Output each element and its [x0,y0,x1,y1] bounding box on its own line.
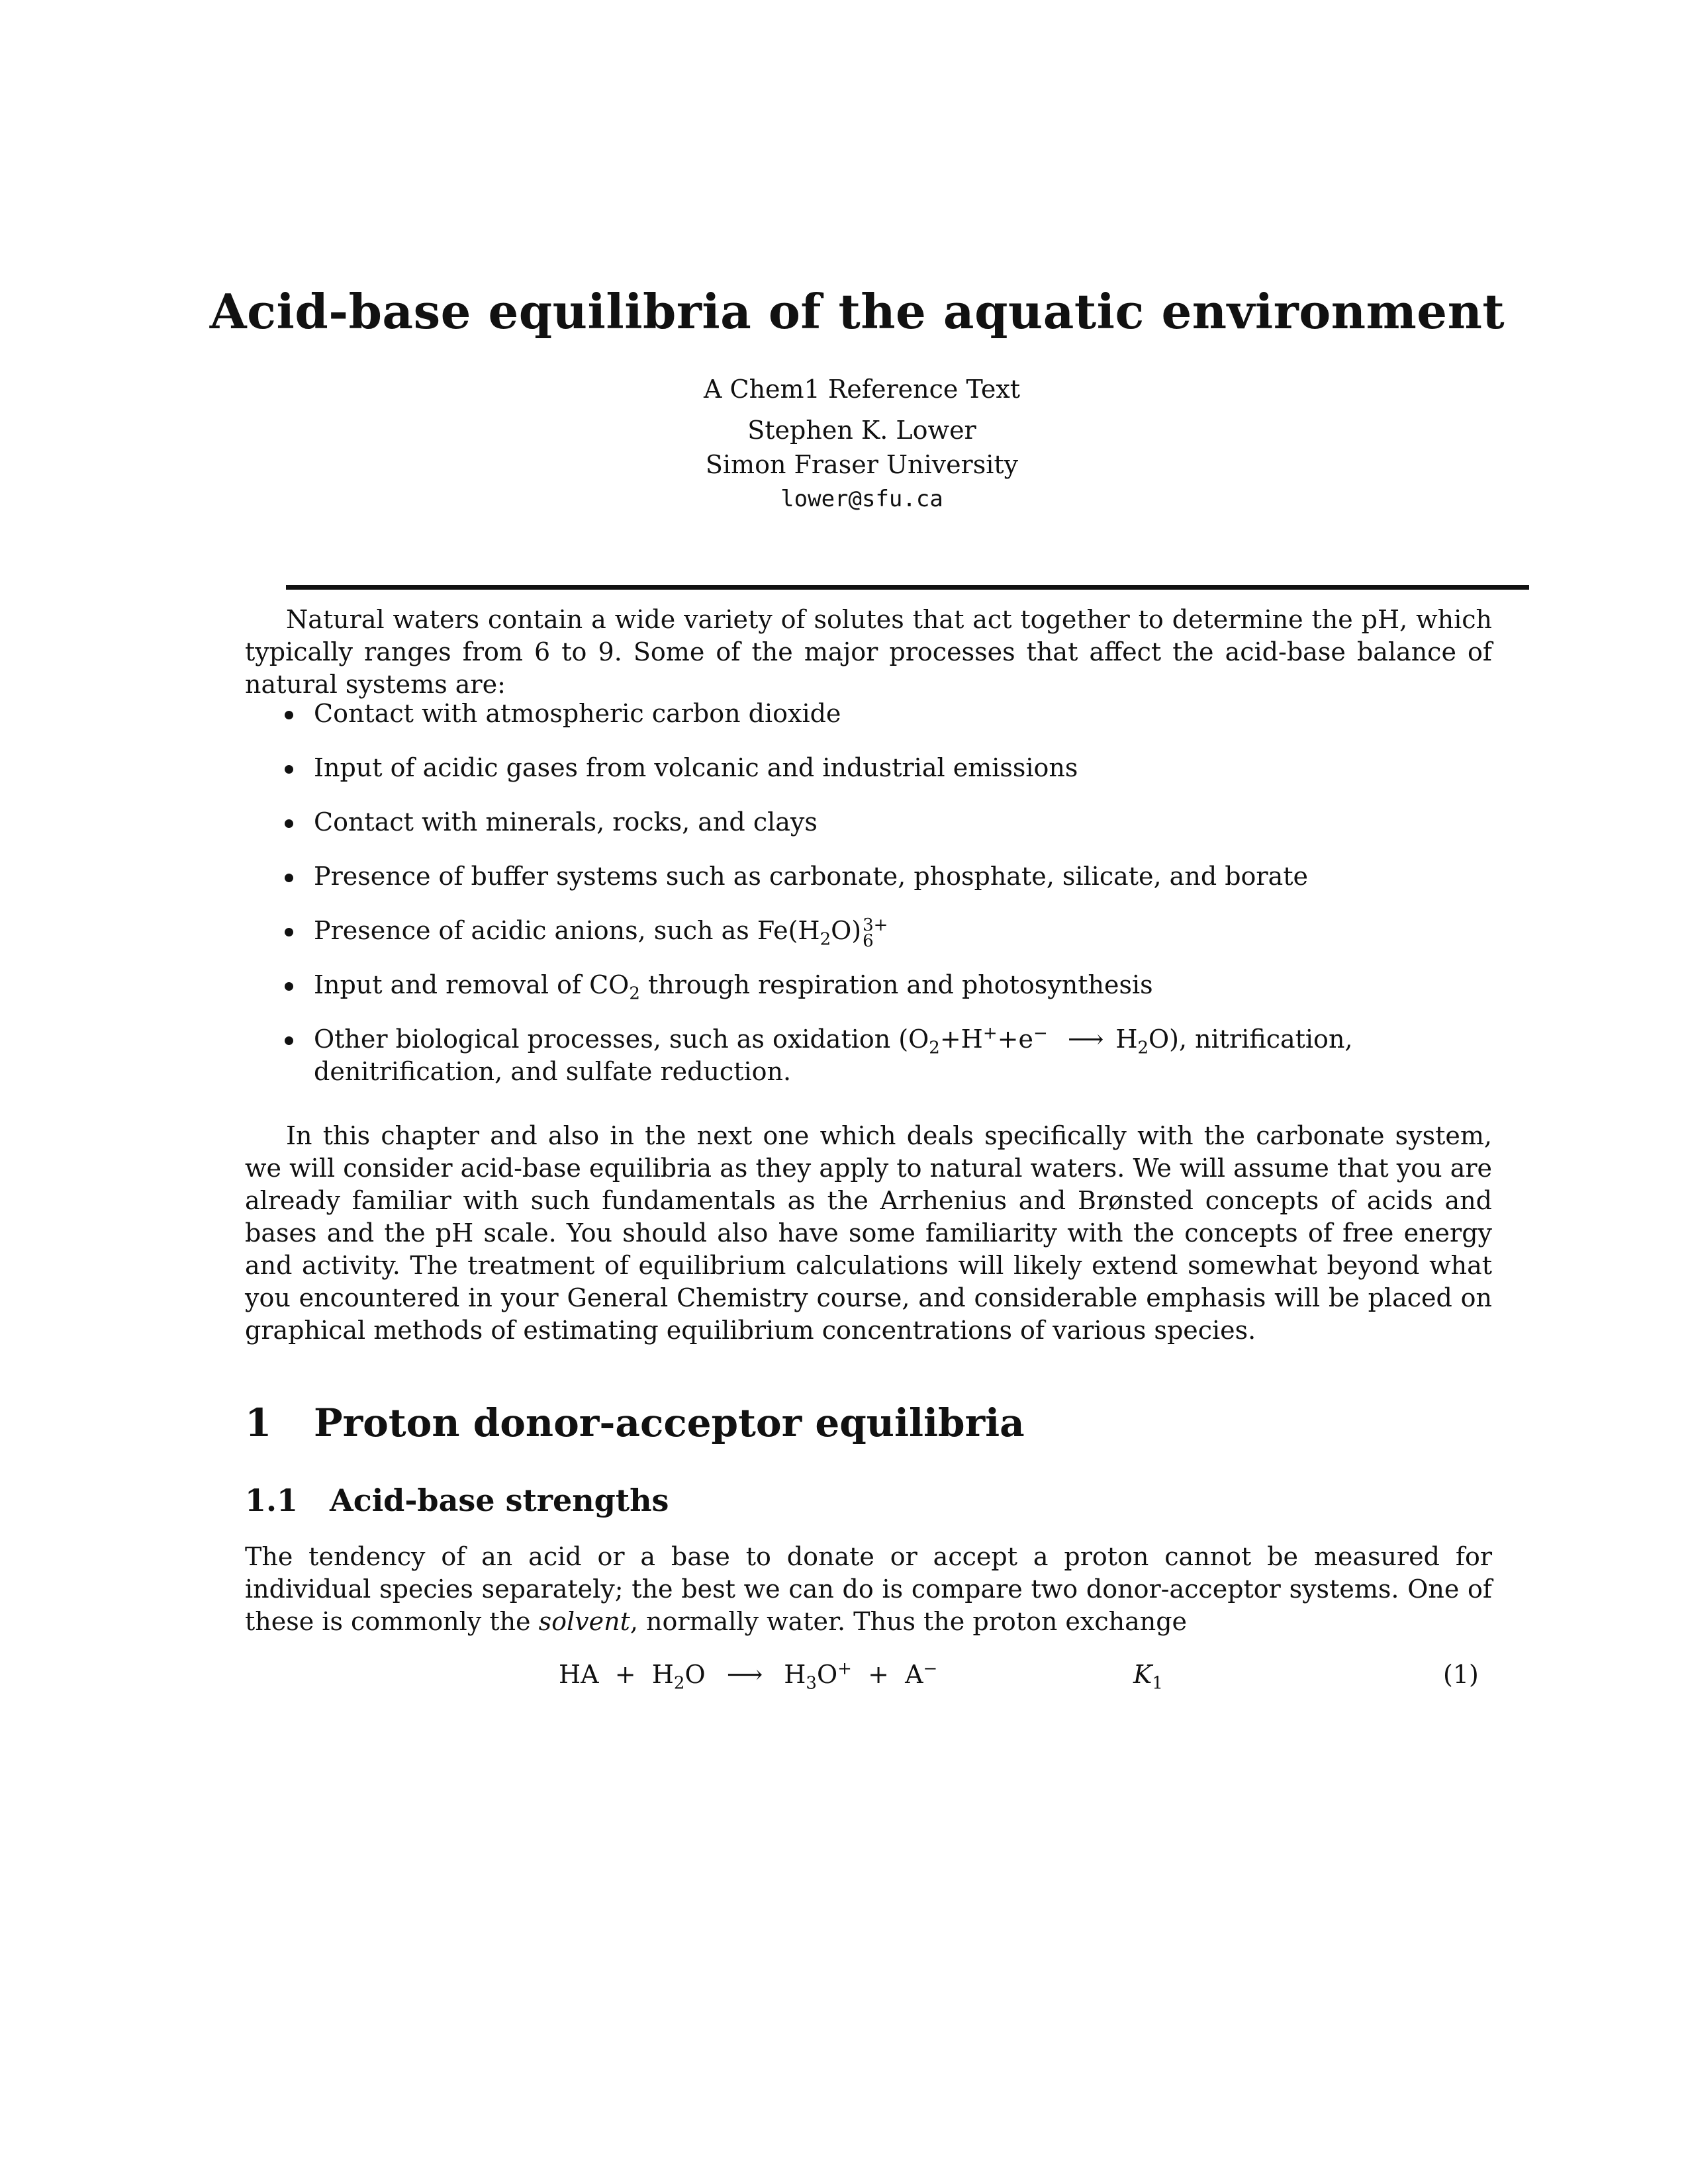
list-item-text: Input and removal of $CO_2$ through respiration and photosynthesis [314,970,1153,1004]
equation-expression: HA + $H_2O$ ⟶ $H_3O^+ + A^-$ [559,1659,938,1694]
list-item-text: Other biological processes, such as oxidation ($O_2+H^++e^-$ ⟶ $H_2O$), nitrification, denitrification, and sulfate reduction. [314,1023,1353,1086]
document-title: Acid-base equilibria of the aquatic environment [209,283,1505,340]
author-name: Stephen K. Lower [747,416,976,445]
section-heading [245,1400,1025,1445]
list-item [285,915,1496,949]
list-item [285,752,1496,784]
bullet-dot [285,982,293,991]
bullet-dot [285,765,293,774]
equation-number: (1) [1443,1660,1479,1689]
list-item-text: Presence of acidic anions, such as $Fe(H_2O)$ 3+ 6 [314,915,888,951]
subsection-title: Acid-base strengths [330,1482,669,1518]
intro-paragraph: Natural waters contain a wide variety of solutes that act together to determine the pH, which typically ranges from 6 to 9. Some of the major processes that affect the acid-base balance of natural systems are: [245,605,1492,699]
list-item [285,698,1496,730]
list-item-text: Input of acidic gases from volcanic and industrial emissions [314,753,1078,782]
body-paragraph: In this chapter and also in the next one which deals specifically with the carbonate system, we will consider acid-base equilibria as they apply to natural waters. We will assume that you are already familiar with such fundamentals as the Arrhenius and Brønsted concepts of acids and bases and the pH scale. You should also have some familiarity with the concepts of free energy and activity. The treatment of equilibrium calculations will likely extend somewhat beyond what you encountered in your General Chemistry course, and considerable emphasis will be placed on graphical methods of estimating equilibrium concentrations of various species. [245,1121,1492,1345]
section-title: Proton donor-acceptor equilibria [314,1400,1025,1445]
author-email[interactable]: lower@sfu.ca [780,486,943,512]
bullet-dot [285,928,293,936]
header-rule [286,585,1529,590]
bullet-dot [285,819,293,828]
bullet-dot [285,1036,293,1045]
subsection-number: 1.1 [245,1482,299,1518]
list-item-text: Contact with atmospheric carbon dioxide [314,699,841,728]
document-subtitle: A Chem1 Reference Text [703,375,1021,404]
list-item [285,806,1496,839]
list-item [285,969,1496,1004]
author-affiliation: Simon Fraser University [705,450,1019,479]
subsection-heading [245,1482,669,1518]
section-number: 1 [245,1400,272,1445]
bullet-dot [285,874,293,882]
list-item [285,860,1496,893]
subsection-paragraph: The tendency of an acid or a base to donate or accept a proton cannot be measured for individual species separately; the best we can do is compare two donor-acceptor systems. One of these is commonly the solvent, normally water. Thus the proton exchange [245,1542,1492,1636]
list-item [285,1023,1496,1088]
bullet-dot [285,711,293,719]
list-item-text: Contact with minerals, rocks, and clays [314,807,818,837]
equilibrium-constant-label: $K_1$ [1133,1660,1163,1694]
equation-1 [0,1660,1688,1700]
list-item-text: Presence of buffer systems such as carbonate, phosphate, silicate, and borate [314,862,1309,891]
